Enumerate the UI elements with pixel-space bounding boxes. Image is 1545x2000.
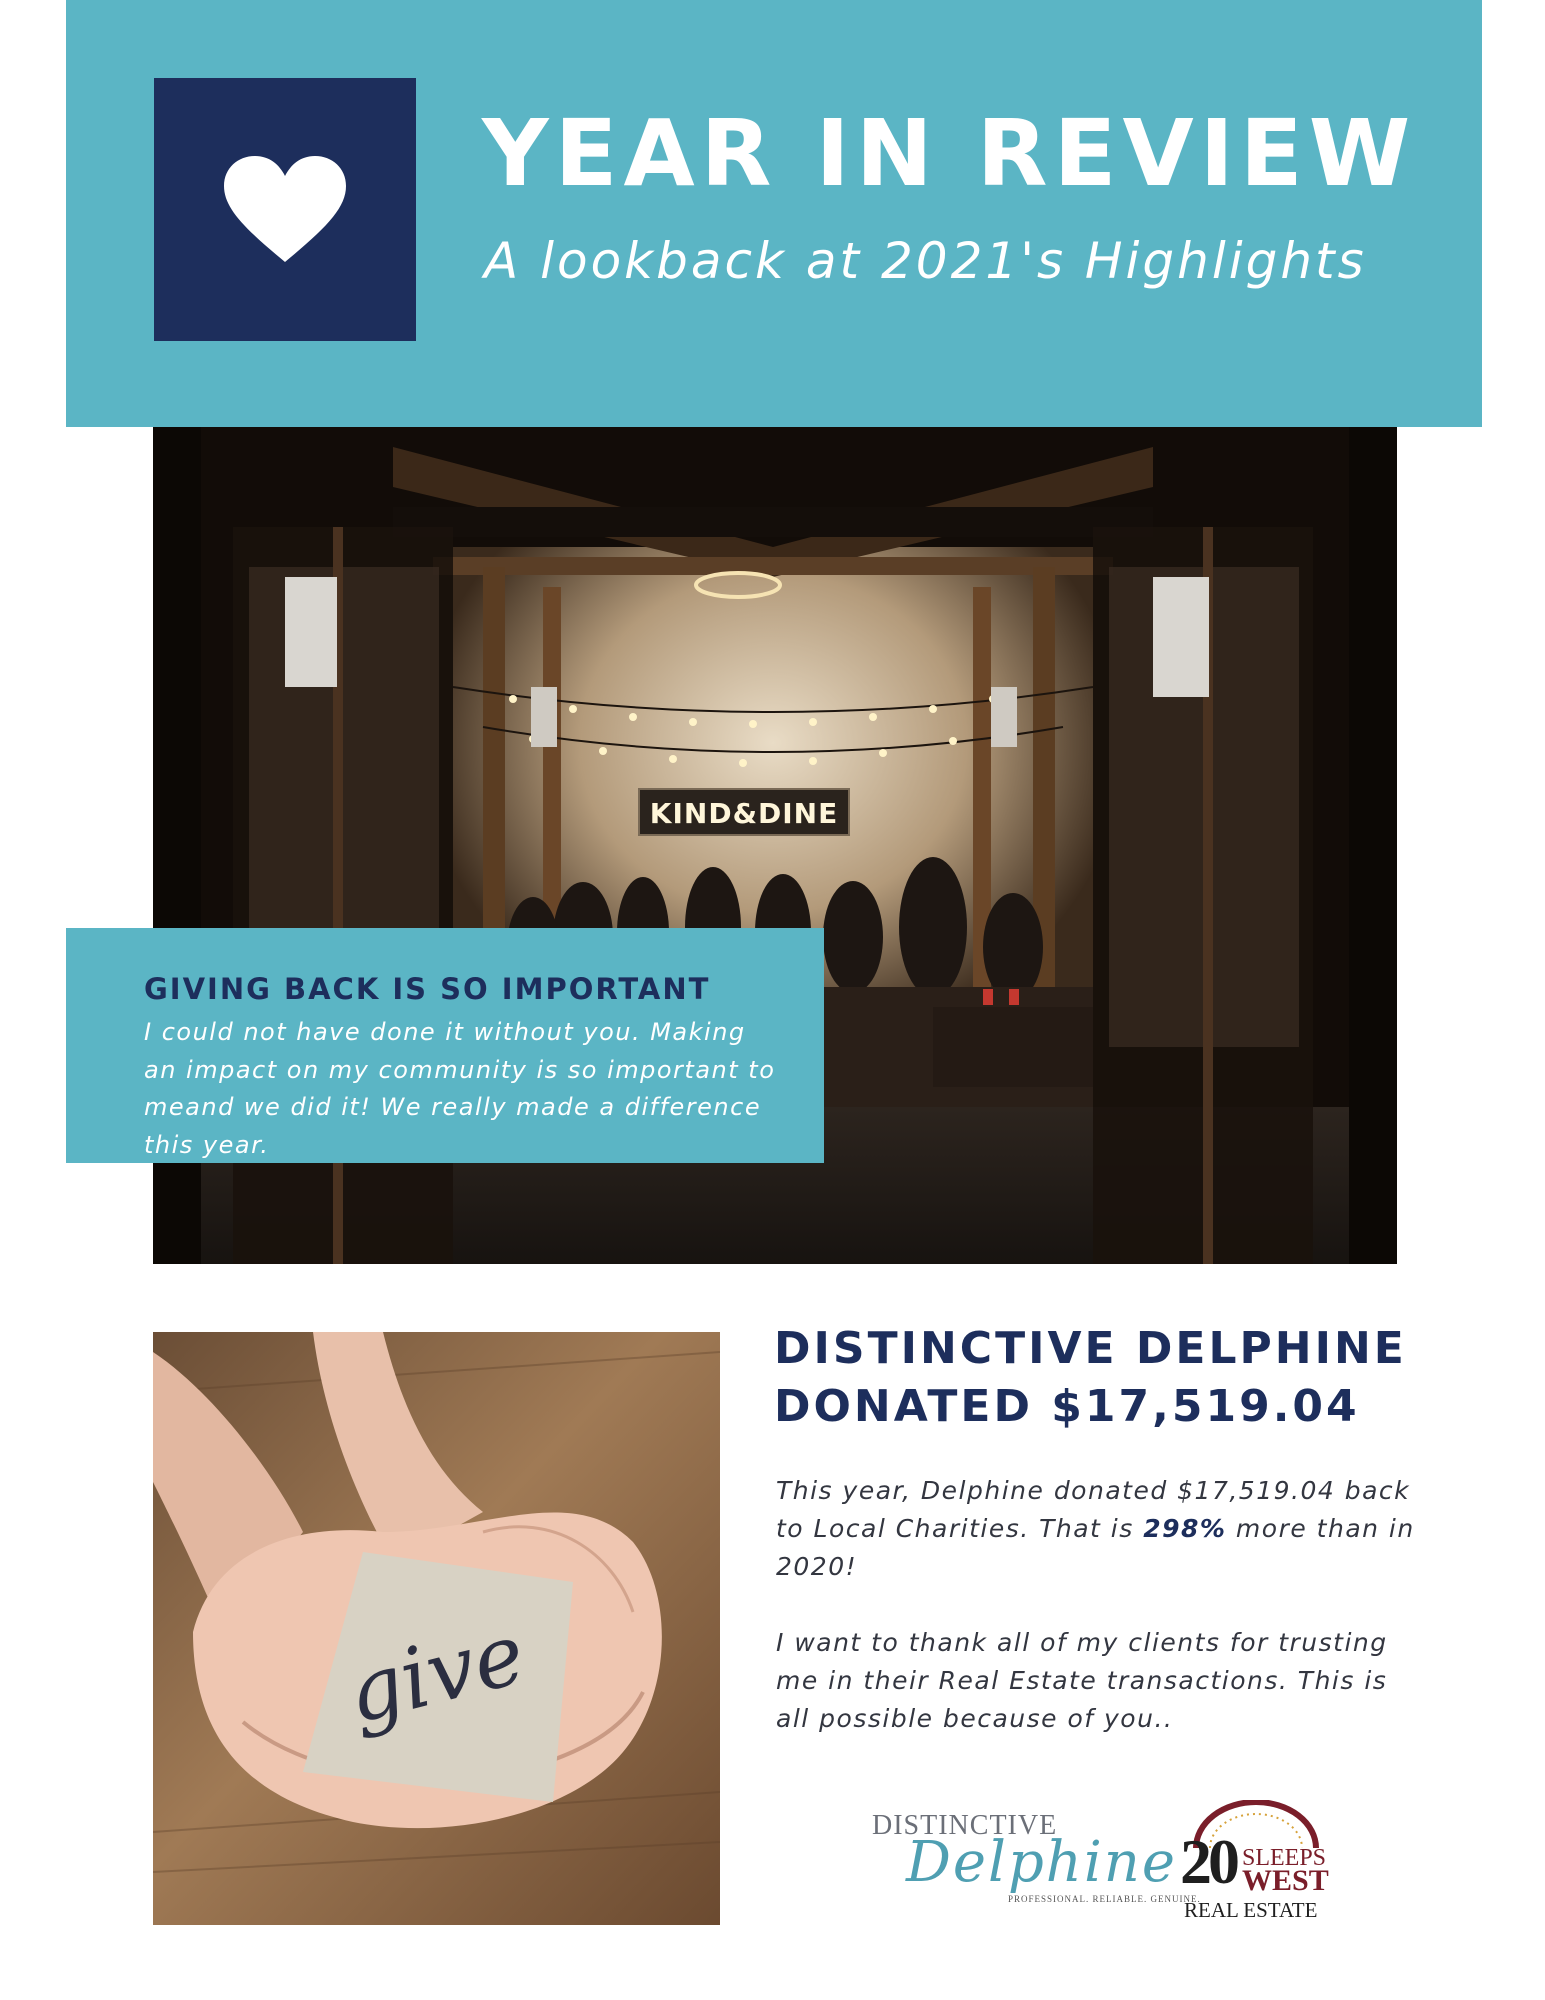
logo-tagline: PROFESSIONAL. RELIABLE. GENUINE. — [1008, 1894, 1201, 1904]
giving-back-body: I could not have done it without you. Making an impact on my community is so important to meand we did it! We really made a difference this year. — [144, 1018, 776, 1159]
donation-paragraph — [776, 1472, 1416, 1586]
logo-distinctive-text: DISTINCTIVE — [872, 1810, 1058, 1841]
donation-heading-line1: DISTINCTIVE DELPHINE — [774, 1323, 1407, 1374]
heart-badge — [154, 78, 416, 341]
sleeps-west-logo — [1178, 1800, 1338, 1930]
logo-number-20: 20 — [1180, 1826, 1236, 1897]
give-hands-photo — [153, 1332, 720, 1925]
page-subtitle: A lookback at 2021's Highlights — [484, 232, 1367, 290]
heart-icon — [224, 156, 346, 264]
donation-paragraph-start: This year, Delphine donated $17,519.04 back to Local Charities. That is — [776, 1476, 1411, 1543]
logo-delphine-script: Delphine — [906, 1830, 1177, 1895]
donation-heading-line2: DONATED $17,519.04 — [774, 1381, 1360, 1432]
venue-sign-text: KIND&DINE — [649, 797, 839, 830]
logo-sleeps-text: SLEEPS — [1242, 1845, 1327, 1871]
logo-real-estate-text: REAL ESTATE — [1184, 1898, 1318, 1922]
logo-west-text: WEST — [1242, 1864, 1329, 1897]
thank-you-paragraph: I want to thank all of my clients for trusting me in their Real Estate transactions. This is all possible because of you.. — [776, 1628, 1388, 1733]
donation-heading — [774, 1320, 1494, 1436]
donation-percent-emphasis: 298% — [1143, 1514, 1227, 1543]
page-title: YEAR IN REVIEW — [482, 100, 1417, 207]
note-give-text: give — [337, 1604, 534, 1743]
donation-paragraph-end: more than in 2020! — [776, 1514, 1415, 1581]
giving-back-card — [66, 928, 824, 1163]
distinctive-delphine-logo — [868, 1810, 1201, 1920]
giving-back-heading: GIVING BACK IS SO IMPORTANT — [144, 972, 711, 1006]
